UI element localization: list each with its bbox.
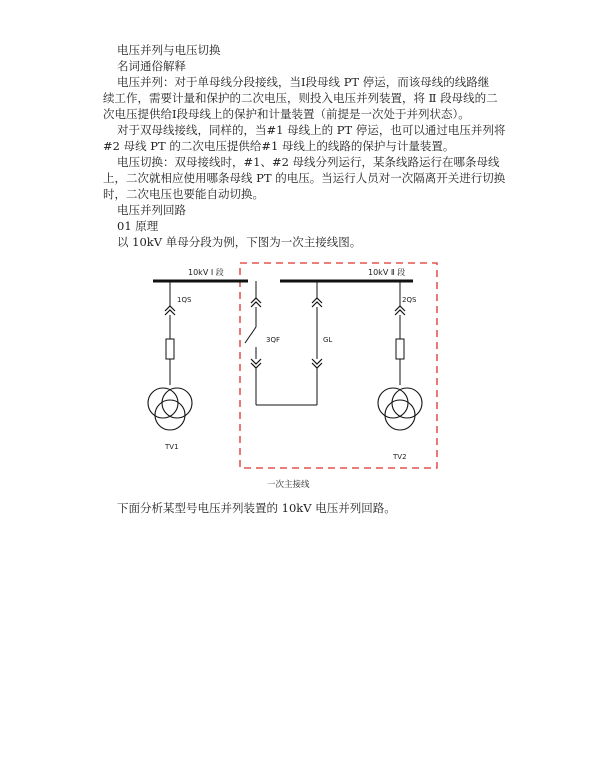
section-heading: 名词通俗解释 bbox=[117, 59, 186, 73]
main-wiring-diagram bbox=[120, 255, 450, 495]
tv2-coil-a bbox=[378, 388, 408, 418]
label-3qf: 3QF bbox=[266, 336, 280, 344]
conclusion-line: 下面分析某型号电压并列装置的 10kV 电压并列回路。 bbox=[117, 501, 396, 515]
para2-line2: #2 母线 PT 的二次电压提供给#1 母线上的线路的保护与计量装置。 bbox=[103, 139, 455, 153]
intro-line: 以 10kV 单母分段为例，下图为一次主接线图。 bbox=[117, 235, 362, 249]
label-2qs: 2QS bbox=[402, 296, 417, 304]
para1-line3: 次电压提供给Ⅰ段母线上的保护和计量装置（前提是一次处于并列状态）。 bbox=[103, 107, 470, 121]
tv1-coil-a bbox=[148, 388, 178, 418]
para1-line1: 电压并列：对于单母线分段接线，当Ⅰ段母线 PT 停运，而该母线的线路继 bbox=[117, 75, 490, 89]
tv1-coil-b bbox=[162, 388, 192, 418]
circuit-heading: 电压并列回路 bbox=[117, 203, 186, 217]
para3-line2: 上，二次就相应使用哪条母线 PT 的电压。当运行人员对一次隔离开关进行切换 bbox=[103, 171, 506, 185]
branch-gl bbox=[312, 281, 332, 405]
para1-line2: 续工作，需要计量和保护的二次电压，则投入电压并列装置，将 Ⅱ 段母线的二 bbox=[103, 91, 498, 105]
principle-heading: 01 原理 bbox=[117, 219, 159, 233]
label-tv2: TV2 bbox=[393, 453, 407, 461]
branch-3qf bbox=[245, 281, 280, 405]
doc-title: 电压并列与电压切换 bbox=[117, 43, 221, 57]
feeder-1qs bbox=[148, 281, 192, 451]
para3-line3: 时，二次电压也要能自动切换。 bbox=[103, 187, 264, 201]
dashed-region-box bbox=[240, 263, 437, 468]
diagram-caption: 一次主接线 bbox=[267, 480, 310, 490]
bus1-label: 10kV Ⅰ 段 bbox=[188, 268, 224, 277]
fuse-2 bbox=[396, 339, 404, 359]
label-gl: GL bbox=[323, 336, 333, 344]
label-1qs: 1QS bbox=[177, 296, 192, 304]
tv2-coil-c bbox=[385, 400, 415, 430]
para3-line1: 电压切换：双母接线时，#1、#2 母线分列运行，某条线路运行在哪条母线 bbox=[117, 155, 500, 169]
fuse-1 bbox=[166, 339, 174, 359]
feeder-2qs bbox=[378, 281, 422, 461]
breaker-blade bbox=[245, 327, 256, 343]
para2-line1: 对于双母线接线，同样的，当#1 母线上的 PT 停运，也可以通过电压并列将 bbox=[117, 123, 506, 137]
tv1-coil-c bbox=[155, 400, 185, 430]
tv2-coil-b bbox=[392, 388, 422, 418]
bus2-label: 10kV Ⅱ 段 bbox=[368, 268, 406, 277]
label-tv1: TV1 bbox=[165, 443, 179, 451]
